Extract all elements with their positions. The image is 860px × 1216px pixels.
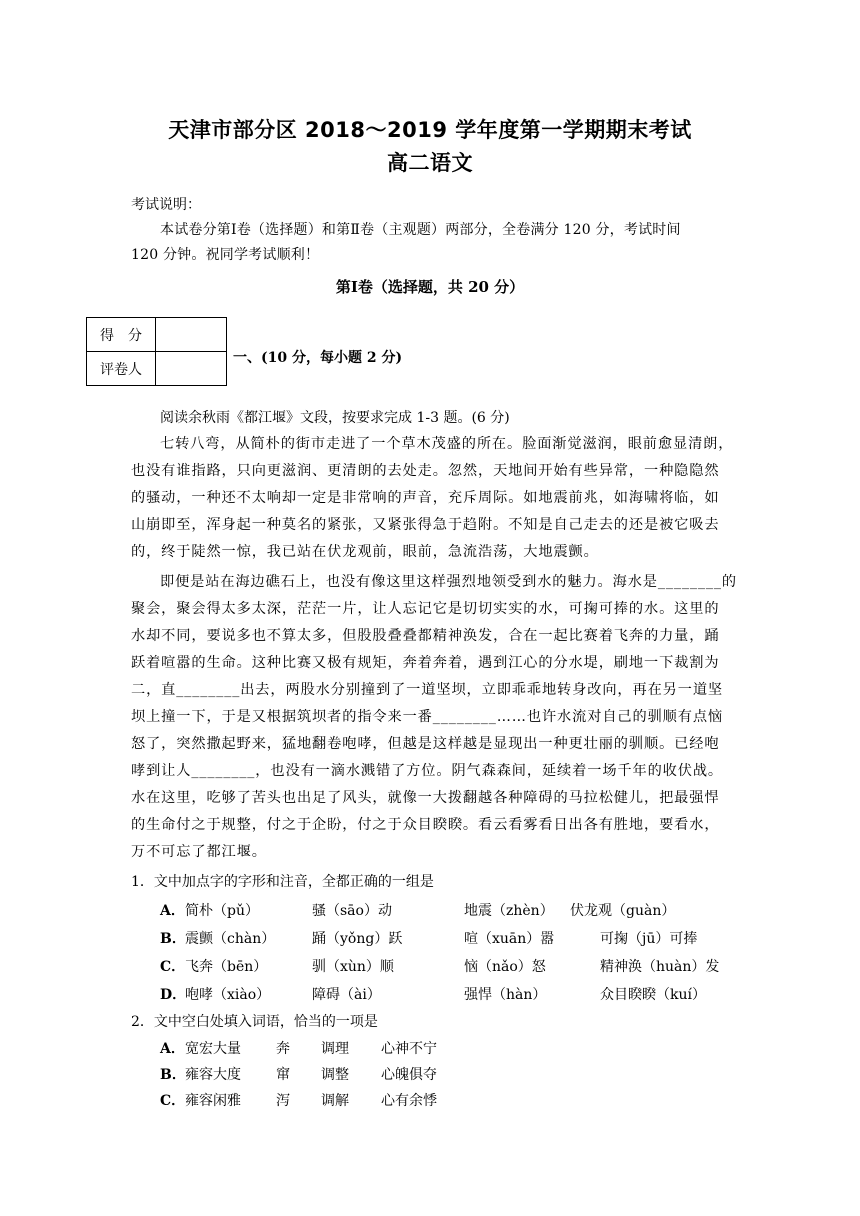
question-2-stem: 2．文中空白处填入词语，恰当的一项是 <box>131 1014 378 1030</box>
exam-title: 天津市部分区 2018～2019 学年度第一学期期末考试 <box>168 118 692 142</box>
subject-title: 高二语文 <box>387 151 473 175</box>
option-item: 骚（sāo）动 <box>312 903 392 919</box>
part-heading: 一、(10 分，每小题 2 分) <box>233 350 403 366</box>
passage-line: 哮到让人________，也没有一滴水溅错了方位。阴气森森间，延续着一场千年的收伏战。 <box>131 763 724 779</box>
option-item: 咆哮（xiào） <box>185 987 271 1003</box>
question-1-stem: 1．文中加点字的字形和注音，全都正确的一组是 <box>131 874 434 890</box>
option-item: 飞奔（bēn） <box>185 959 268 975</box>
option-letter: A． <box>160 903 185 919</box>
option-item: 可掬（jū）可捧 <box>600 931 698 947</box>
option-item: 调解 <box>321 1093 349 1109</box>
passage-line: 万不可忘了都江堰。 <box>131 844 267 860</box>
option-item: 伏龙观（guàn） <box>570 903 676 919</box>
passage-line: 山崩即至，浑身起一种莫名的紧张，又紧张得急于趋附。不知是自己走去的还是被它吸去 <box>131 517 720 533</box>
score-label: 得 分 <box>87 318 156 352</box>
passage-line: 坝上撞一下，于是又根据筑坝者的指令来一番________……也许水流对自己的驯顺有点恼 <box>131 709 724 725</box>
notice-line-1: 本试卷分第Ⅰ卷（选择题）和第Ⅱ卷（主观题）两部分，全卷满分 120 分，考试时间 <box>160 222 681 238</box>
passage-line: 怒了，突然撒起野来，猛地翻卷咆哮，但越是这样越是显现出一种更壮丽的驯顺。已经咆 <box>131 736 720 752</box>
option-item: 喧（xuān）嚣 <box>464 931 555 947</box>
reading-intro: 阅读余秋雨《都江堰》文段，按要求完成 1-3 题。(6 分) <box>160 410 510 426</box>
option-item: 众目睽睽（kuí） <box>600 987 706 1003</box>
passage-line: 即便是站在海边礁石上，也没有像这里这样强烈地领受到水的魅力。海水是________的 <box>160 574 737 590</box>
option-item: 泻 <box>276 1093 290 1109</box>
passage-line: 水在这里，吃够了苦头也出足了风头，就像一大拨翻越各种障碍的马拉松健儿，把最强悍 <box>131 790 720 806</box>
section-title: 第Ⅰ卷（选择题，共 20 分） <box>335 278 525 296</box>
option-item: 奔 <box>276 1041 290 1057</box>
option-letter: C． <box>160 959 186 975</box>
option-item: 地震（zhèn） <box>464 903 554 919</box>
option-item: 宽宏大量 <box>185 1041 241 1057</box>
passage-line: 的生命付之于规整，付之于企盼，付之于众目睽睽。看云看雾看日出各有胜地，要看水， <box>131 817 720 833</box>
option-item: 恼（nǎo）怒 <box>464 959 546 975</box>
option-item: 雍容大度 <box>185 1067 241 1083</box>
option-item: 精神涣（huàn）发 <box>600 959 720 975</box>
score-table <box>86 317 227 386</box>
passage-line: 聚会，聚会得太多太深，茫茫一片，让人忘记它是切切实实的水，可掬可捧的水。这里的 <box>131 601 720 617</box>
option-letter: D． <box>160 987 187 1003</box>
option-letter: B． <box>160 931 186 947</box>
option-item: 障碍（ài） <box>312 987 381 1003</box>
option-item: 简朴（pǔ） <box>185 903 259 919</box>
passage-line: 水却不同，要说多也不算太多，但股股叠叠都精神涣发，合在一起比赛着飞奔的力量，踊 <box>131 628 720 644</box>
option-item: 驯（xùn）顺 <box>312 959 394 975</box>
option-item: 强悍（hàn） <box>464 987 547 1003</box>
option-letter: B． <box>160 1067 186 1083</box>
option-item: 雍容闲雅 <box>185 1093 241 1109</box>
passage-line: 也没有谁指路，只向更滋润、更清朗的去处走。忽然，天地间开始有些异常，一种隐隐然 <box>131 463 720 479</box>
passage-line: 二，直________出去，两股水分别撞到了一道坚坝，立即乖乖地转身改向，再在另一道坚 <box>131 682 724 698</box>
notice-label: 考试说明： <box>131 197 201 213</box>
option-item: 震颤（chàn） <box>185 931 276 947</box>
option-letter: C． <box>160 1093 186 1109</box>
passage-line: 七转八弯，从简朴的街市走进了一个草木茂盛的所在。脸面渐觉滋润，眼前愈显清朗， <box>160 436 734 452</box>
notice-line-2: 120 分钟。祝同学考试顺利！ <box>131 247 320 263</box>
option-item: 调整 <box>321 1067 349 1083</box>
option-item: 心魄俱夺 <box>381 1067 437 1083</box>
option-item: 调理 <box>321 1041 349 1057</box>
passage-line: 的，终于陡然一惊，我已站在伏龙观前，眼前，急流浩荡，大地震颤。 <box>131 544 599 560</box>
option-item: 踊（yǒng）跃 <box>312 931 403 947</box>
passage-line: 的骚动，一种还不太响却一定是非常响的声音，充斥周际。如地震前兆，如海啸将临，如 <box>131 490 720 506</box>
grader-cell <box>156 352 227 386</box>
option-item: 心神不宁 <box>381 1041 437 1057</box>
option-item: 心有余悸 <box>381 1093 437 1109</box>
passage-line: 跃着喧嚣的生命。这种比赛又极有规矩，奔着奔着，遇到江心的分水堤，刷地一下裁割为 <box>131 655 720 671</box>
score-cell <box>156 318 227 352</box>
option-letter: A． <box>160 1041 185 1057</box>
option-item: 窜 <box>276 1067 290 1083</box>
grader-label: 评卷人 <box>87 352 156 386</box>
